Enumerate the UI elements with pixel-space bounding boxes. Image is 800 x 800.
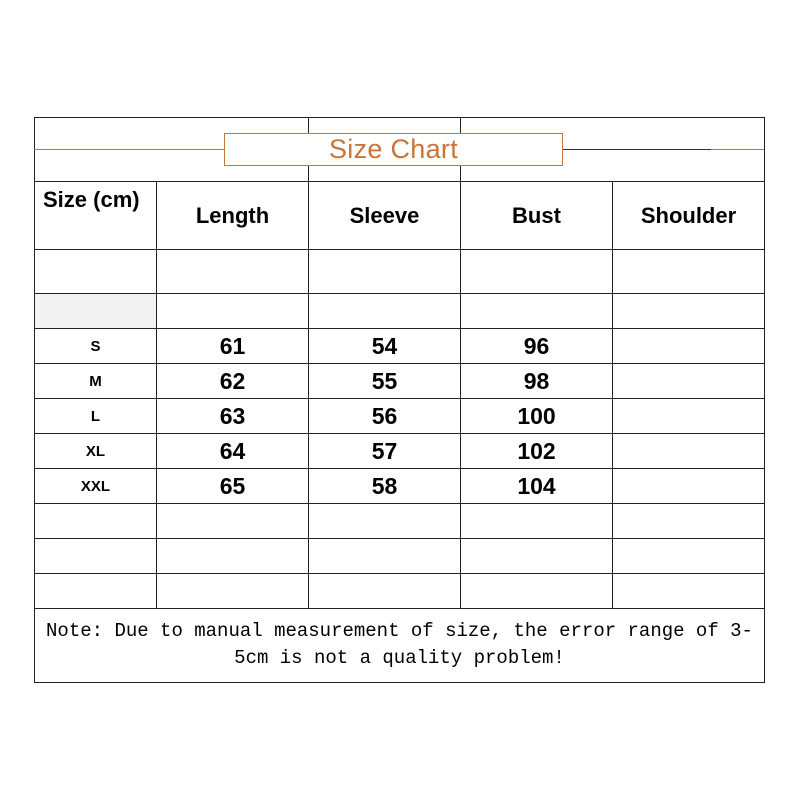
measurement-note: Note: Due to manual measurement of size, the error range of 3-5cm is not a quality problem! — [46, 620, 753, 669]
row-line — [34, 608, 765, 609]
bust-value: 104 — [517, 472, 556, 499]
table-right-border — [764, 117, 765, 683]
length-value: 63 — [219, 402, 246, 429]
sleeve-value: 54 — [371, 332, 398, 359]
bust-value: 96 — [523, 332, 550, 359]
size-label: XXL — [80, 477, 111, 495]
title-row-divider — [308, 117, 309, 133]
length-value: 64 — [219, 437, 246, 464]
table-bottom-border — [34, 682, 765, 683]
sleeve-value: 56 — [371, 402, 398, 429]
title-rule-left — [34, 149, 224, 150]
bust-value: 98 — [523, 367, 550, 394]
size-label: S — [90, 337, 101, 355]
header-length: Length — [195, 202, 270, 228]
shaded-cell — [35, 294, 156, 328]
size-label: XL — [85, 442, 106, 460]
header-size: Size (cm) — [43, 187, 140, 212]
size-chart-title: Size Chart — [224, 133, 563, 166]
sleeve-value: 57 — [371, 437, 398, 464]
header-sleeve: Sleeve — [349, 202, 420, 228]
length-value: 62 — [219, 367, 246, 394]
row-line — [34, 573, 765, 574]
bust-value: 100 — [517, 402, 556, 429]
header-bust: Bust — [512, 202, 561, 228]
sleeve-value: 58 — [371, 472, 398, 499]
title-rule-right-dark — [563, 149, 711, 150]
header-shoulder: Shoulder — [640, 202, 737, 228]
table-top-border — [34, 117, 765, 118]
row-line — [34, 503, 765, 504]
title-row-divider — [460, 117, 461, 133]
row-line — [34, 249, 765, 250]
bust-value: 102 — [517, 437, 556, 464]
size-label: L — [90, 407, 101, 425]
length-value: 61 — [219, 332, 246, 359]
length-value: 65 — [219, 472, 246, 499]
row-line — [34, 538, 765, 539]
sleeve-value: 55 — [371, 367, 398, 394]
size-label: M — [89, 372, 102, 390]
